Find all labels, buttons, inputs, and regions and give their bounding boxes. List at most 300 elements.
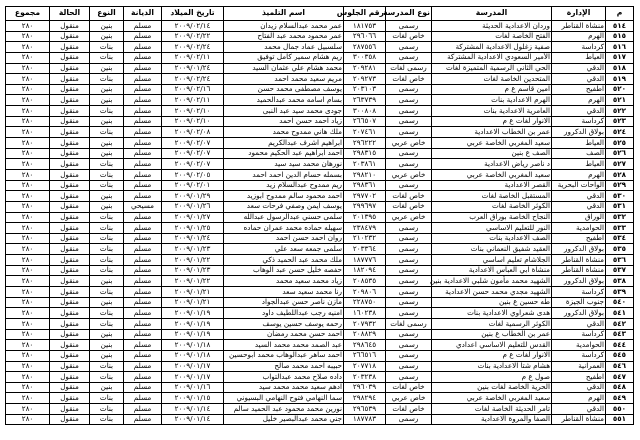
cell-status: منقول	[50, 31, 90, 42]
cell-student-name: عبد الصمد محمد محمد السيد	[224, 340, 344, 351]
cell-student-name: رنا محمد سعيد سعد	[224, 287, 344, 298]
cell-index: ٥٥٠	[606, 404, 634, 415]
cell-status: منقول	[50, 191, 90, 202]
cell-religion: مسلم	[124, 74, 162, 85]
cell-seat-number: ٣٠٠٣٥٨	[344, 52, 386, 63]
cell-gender: بنات	[90, 169, 124, 180]
cell-student-name: عمر محمود محمد عبد الفتاح	[224, 31, 344, 42]
cell-religion: مسلم	[124, 350, 162, 361]
cell-birth-date: ٢٠٠٩/٠١/١٦	[162, 382, 224, 393]
cell-birth-date: ٢٠٠٩/٠٢/١١	[162, 95, 224, 106]
cell-school: العامرية الاعدادية بنات	[432, 106, 552, 117]
cell-seat-number: ٢٠٣٨٦١	[344, 159, 386, 170]
cell-gender: بنات	[90, 414, 124, 425]
cell-status: منقول	[50, 201, 90, 212]
cell-religion: مسلم	[124, 255, 162, 266]
cell-birth-date: ٢٠٠٩/٠٢/١٠	[162, 116, 224, 127]
header-student-name: اسم التلميذ	[224, 7, 344, 21]
cell-administration: الحوامدية	[552, 340, 606, 351]
cell-status: منقول	[50, 138, 90, 149]
cell-seat-number: ٢٦٦٥١٦	[344, 350, 386, 361]
cell-school: الأمير السعودي الاعدادية المشتركة	[432, 52, 552, 63]
cell-total: ٢٨٠	[6, 201, 50, 212]
cell-gender: بنات	[90, 42, 124, 53]
cell-seat-number: ١٨٢٠٩٤	[344, 265, 386, 276]
cell-religion: مسلم	[124, 138, 162, 149]
cell-religion: مسلم	[124, 393, 162, 404]
cell-administration: كرداسة	[552, 350, 606, 361]
cell-birth-date: ٢٠٠٩/٠١/١٧	[162, 372, 224, 383]
cell-status: منقول	[50, 350, 90, 361]
cell-total: ٢٨٠	[6, 276, 50, 287]
cell-index: ٥٢٧	[606, 159, 634, 170]
cell-school: صول ع م	[432, 372, 552, 383]
cell-seat-number: ٢٠٩٢٧٣	[344, 74, 386, 85]
cell-student-name: سلمى جمعه سعد علي	[224, 244, 344, 255]
cell-school: الحرية الخاصة لغات بنين	[432, 382, 552, 393]
table-row	[6, 148, 634, 159]
cell-birth-date: ٢٠٠٩/٠١/٢٤	[162, 63, 224, 74]
cell-student-name: جودى محمد سيد عبد النبى	[224, 106, 344, 117]
cell-status: منقول	[50, 244, 90, 255]
cell-gender: بنات	[90, 244, 124, 255]
table-row	[6, 127, 634, 138]
cell-gender: بنين	[90, 31, 124, 42]
cell-student-name: نورهان محمد سيد سيد	[224, 159, 344, 170]
cell-total: ٢٨٠	[6, 265, 50, 276]
cell-religion: مسلم	[124, 382, 162, 393]
cell-school-type: رسمى	[386, 42, 432, 53]
cell-index: ٥٣٠	[606, 191, 634, 202]
cell-index: ٥١٤	[606, 21, 634, 32]
cell-status: منقول	[50, 21, 90, 32]
cell-index: ٥٤١	[606, 308, 634, 319]
cell-total: ٢٨٠	[6, 63, 50, 74]
cell-total: ٢٨٠	[6, 84, 50, 95]
cell-seat-number: ٢٩٨٣١٥	[344, 148, 386, 159]
cell-index: ٥٤٣	[606, 329, 634, 340]
cell-student-name: احمد ابراهيم عبد الحكيم محمود	[224, 148, 344, 159]
cell-total: ٢٨٠	[6, 95, 50, 106]
cell-religion: مسلم	[124, 159, 162, 170]
cell-birth-date: ٢٠٠٩/٠٢/٠٧	[162, 148, 224, 159]
table-row	[6, 201, 634, 212]
cell-gender: بنين	[90, 382, 124, 393]
cell-status: منقول	[50, 116, 90, 127]
cell-school-type: خاص عربي	[386, 138, 432, 149]
table-row	[6, 318, 634, 329]
table-row	[6, 159, 634, 170]
cell-gender: بنين	[90, 329, 124, 340]
cell-status: منقول	[50, 318, 90, 329]
cell-status: منقول	[50, 52, 90, 63]
table-row	[6, 106, 634, 117]
cell-index: ٥٢٥	[606, 138, 634, 149]
cell-gender: بنات	[90, 287, 124, 298]
cell-birth-date: ٢٠٠٩/٠٢/٠١	[162, 180, 224, 191]
table-row	[6, 223, 634, 234]
cell-administration: الهرم	[552, 31, 606, 42]
cell-school-type: رسمى	[386, 180, 432, 191]
cell-seat-number: ٢٩٦٠٦٦	[344, 31, 386, 42]
header-seat-number: رقم الجلوس	[344, 7, 386, 21]
cell-status: منقول	[50, 297, 90, 308]
cell-seat-number: ٢٩٦٢٢٢	[344, 138, 386, 149]
cell-school-type: رسمى	[386, 116, 432, 127]
cell-religion: مسلم	[124, 212, 162, 223]
cell-school-type: رسمى	[386, 340, 432, 351]
cell-index: ٥٢٣	[606, 116, 634, 127]
cell-religion: مسلم	[124, 297, 162, 308]
cell-student-name: امنيه رجب عبداللطيف داود	[224, 308, 344, 319]
cell-school: الصف ع بنين	[432, 148, 552, 159]
cell-school-type: خاص عربي	[386, 393, 432, 404]
table-body	[6, 21, 634, 425]
cell-seat-number: ٢٠٩٨٠٦	[344, 287, 386, 298]
cell-status: منقول	[50, 233, 90, 244]
cell-religion: مسلم	[124, 233, 162, 244]
cell-administration: العمرانية	[552, 361, 606, 372]
cell-birth-date: ٢٠٠٩/٠١/٢١	[162, 287, 224, 298]
cell-student-name: روان احمد حسن احمد	[224, 233, 344, 244]
cell-birth-date: ٢٠٠٩/٠١/٢٥	[162, 223, 224, 234]
cell-status: منقول	[50, 287, 90, 298]
cell-total: ٢٨٠	[6, 212, 50, 223]
cell-religion: مسلم	[124, 116, 162, 127]
cell-school: القصر الاعدادية	[432, 180, 552, 191]
cell-total: ٢٨٠	[6, 116, 50, 127]
cell-total: ٢٨٠	[6, 21, 50, 32]
header-status: الحالة	[50, 7, 90, 21]
cell-total: ٢٨٠	[6, 287, 50, 298]
cell-administration: العياط	[552, 138, 606, 149]
cell-seat-number: ٢٠٨٥٣٥	[344, 276, 386, 287]
table-row	[6, 138, 634, 149]
cell-index: ٥٤٨	[606, 382, 634, 393]
cell-seat-number: ٢٠١٣٩٥	[344, 212, 386, 223]
header-school-type: نوع المدرسة	[386, 7, 432, 21]
cell-school-type: رسمى لغات	[386, 63, 432, 74]
cell-school-type: رسمى	[386, 287, 432, 298]
cell-status: منقول	[50, 84, 90, 95]
cell-school-type: رسمى	[386, 372, 432, 383]
cell-total: ٢٨٠	[6, 318, 50, 329]
cell-school: د ناصر رياض الاعدادية	[432, 159, 552, 170]
cell-birth-date: ٢٠٠٩/٠١/٢٤	[162, 233, 224, 244]
cell-student-name: سلمى حسني عبدالرسول عبدالله	[224, 212, 344, 223]
cell-school: الشهيد محمد مأمون شلبي الاعدادية بنين	[429, 275, 550, 285]
cell-administration: بولاق الدكرور	[552, 127, 606, 138]
cell-gender: بنات	[90, 393, 124, 404]
cell-student-name: احمد محمود سالم ممدوح ابوزيد	[224, 191, 344, 202]
cell-religion: مسلم	[124, 414, 162, 425]
cell-school-type: رسمى	[386, 223, 432, 234]
cell-seat-number: ٢٩٨٦٤٥	[344, 340, 386, 351]
cell-birth-date: ٢٠٠٩/٠١/٢٦	[162, 201, 224, 212]
cell-school: الانوار لغات ع م	[432, 116, 552, 127]
cell-administration: كرداسة	[552, 329, 606, 340]
cell-birth-date: ٢٠٠٩/٠٢/٠٥	[162, 169, 224, 180]
cell-birth-date: ٢٠٠٩/٠١/٢١	[162, 297, 224, 308]
cell-religion: مسلم	[124, 244, 162, 255]
cell-seat-number: ٣٠٠٨٠٨	[344, 106, 386, 117]
cell-seat-number: ١٦٠٢٣٨	[344, 308, 386, 319]
cell-birth-date: ٢٠٠٩/٠٢/١٠	[162, 106, 224, 117]
cell-student-name: زياد احمد حسن احمد	[224, 116, 344, 127]
cell-student-name: حفصه خليل حسن عبد الوهاب	[224, 265, 344, 276]
cell-administration: الهرم	[552, 95, 606, 106]
cell-seat-number: ٢١٠٢٣٢	[344, 233, 386, 244]
cell-status: منقول	[50, 372, 90, 383]
cell-administration: الهرم	[552, 169, 606, 180]
cell-seat-number: ٢٠٧٤٦١	[344, 127, 386, 138]
cell-gender: بنات	[90, 361, 124, 372]
table-row	[6, 297, 634, 308]
table-row	[6, 350, 634, 361]
cell-school: سعيد المغربي الخاصة عربي	[432, 169, 552, 180]
cell-religion: مسلم	[124, 106, 162, 117]
cell-school-type: رسمى	[386, 106, 432, 117]
cell-administration: كرداسة	[552, 42, 606, 53]
cell-total: ٢٨٠	[6, 340, 50, 351]
cell-administration: اطفيح	[552, 84, 606, 95]
cell-gender: بنات	[90, 318, 124, 329]
cell-student-name: احمد ساهر عبدالوهاب محمد ابوحسين	[224, 350, 344, 361]
cell-birth-date: ٢٠٠٩/٠٢/٢٤	[162, 74, 224, 85]
cell-total: ٢٨٠	[6, 42, 50, 53]
cell-birth-date: ٢٠٠٩/٠٢/٠٨	[162, 127, 224, 138]
cell-religion: مسلم	[124, 404, 162, 415]
cell-birth-date: ٢٠٠٩/٠١/٢٢	[162, 255, 224, 266]
cell-gender: بنين	[90, 276, 124, 287]
cell-religion: مسلم	[124, 265, 162, 276]
cell-status: منقول	[50, 329, 90, 340]
cell-status: منقول	[50, 42, 90, 53]
cell-total: ٢٨٠	[6, 74, 50, 85]
cell-index: ٥٣٢	[606, 212, 634, 223]
cell-administration: جنوب الجيزة	[552, 297, 606, 308]
results-sheet	[6, 6, 634, 425]
cell-total: ٢٨٠	[6, 148, 50, 159]
cell-school-type: رسمى	[386, 276, 432, 287]
cell-school: هدى شعراوي الاعدادية بنات	[432, 308, 552, 319]
cell-student-name: ادهم سعيد محمد محمد سيد	[224, 382, 344, 393]
cell-status: منقول	[50, 74, 90, 85]
cell-school: الهرم الاعدادية بنات	[432, 95, 552, 106]
cell-index: ٥٢١	[606, 95, 634, 106]
cell-administration: منشاة القناطر	[552, 265, 606, 276]
cell-administration: الدقي	[552, 201, 606, 212]
cell-gender: بنات	[90, 223, 124, 234]
cell-school: الشهيد مجدي محمد حسن الاعدادية	[432, 287, 552, 298]
cell-school-type: خاص لغات	[386, 404, 432, 415]
header-gender: النوع	[90, 7, 124, 21]
cell-school: صفية زغلول الاعدادية المشتركة	[432, 42, 552, 53]
cell-gender: بنات	[90, 233, 124, 244]
cell-religion: مسلم	[124, 31, 162, 42]
cell-administration: منشاة القناطر	[552, 255, 606, 266]
table-row	[6, 116, 634, 127]
cell-religion: مسلم	[124, 95, 162, 106]
cell-school: عمر بن الخطاب الاعدادية	[432, 127, 552, 138]
cell-religion: مسلم	[124, 148, 162, 159]
cell-index: ٥١٨	[606, 63, 634, 74]
cell-administration: الدقي	[552, 106, 606, 117]
cell-gender: بنات	[90, 212, 124, 223]
cell-administration: بولاق الدكرور	[552, 308, 606, 319]
cell-total: ٢٨٠	[6, 106, 50, 117]
cell-total: ٢٨٠	[6, 393, 50, 404]
cell-gender: بنين	[90, 340, 124, 351]
cell-school-type: خاص لغات	[386, 74, 432, 85]
cell-seat-number: ٢٩٦٠٣٩	[344, 382, 386, 393]
cell-administration: كرداسة	[552, 116, 606, 127]
cell-school: هشام شتا الاعدادية بنات	[432, 361, 552, 372]
cell-gender: بنين	[90, 95, 124, 106]
cell-birth-date: ٢٠٠٩/٠٢/١٤	[162, 21, 224, 32]
cell-religion: مسلم	[124, 52, 162, 63]
cell-status: منقول	[50, 340, 90, 351]
cell-school: الفتح الخاصة لغات	[432, 31, 552, 42]
table-row	[6, 52, 634, 63]
cell-index: ٥١٦	[606, 42, 634, 53]
cell-administration: الصف	[552, 148, 606, 159]
cell-school-type: خاص لغات	[386, 201, 432, 212]
cell-seat-number: ٢٦٦٥٠٧	[344, 116, 386, 127]
cell-seat-number: ٢٢٨٧٥٠	[344, 297, 386, 308]
cell-birth-date: ٢٠٠٩/٠٢/٢٤	[162, 42, 224, 53]
cell-student-name: ريم ممدوح عبدالسلام زيد	[224, 180, 344, 191]
cell-school: سعيد المغربي الخاصة عربي	[432, 138, 552, 149]
cell-administration: كرداسة	[552, 287, 606, 298]
table-row	[6, 287, 634, 298]
cell-school-type: رسمى	[386, 329, 432, 340]
cell-student-name: داده صلاح محمد عبدالتواب	[224, 372, 344, 383]
cell-index: ٥٣١	[606, 201, 634, 212]
cell-index: ٥٤٠	[606, 297, 634, 308]
cell-school-type: رسمى	[386, 265, 432, 276]
cell-school: امين قاسم ع م	[432, 84, 552, 95]
cell-gender: بنين	[90, 138, 124, 149]
cell-status: منقول	[50, 308, 90, 319]
cell-school-type: رسمى	[386, 244, 432, 255]
cell-seat-number: ١٨٧٧٧٦	[344, 255, 386, 266]
cell-total: ٢٨٠	[6, 52, 50, 63]
cell-status: منقول	[50, 265, 90, 276]
cell-gender: بنات	[90, 52, 124, 63]
cell-school: العقيد شفيق النعماني بنات	[432, 244, 552, 255]
cell-religion: مسيحي	[124, 201, 162, 212]
cell-school-type: رسمى	[386, 52, 432, 63]
cell-status: منقول	[50, 169, 90, 180]
cell-school-type: رسمى	[386, 308, 432, 319]
cell-birth-date: ٢٠٠٩/٠٢/١٦	[162, 84, 224, 95]
cell-student-name: ريم هشام سمير كامل توفيق	[224, 52, 344, 63]
cell-index: ٥٢٨	[606, 169, 634, 180]
cell-status: منقول	[50, 393, 90, 404]
cell-index: ٥٤٢	[606, 318, 634, 329]
cell-index: ٥٣٥	[606, 244, 634, 255]
cell-status: منقول	[50, 223, 90, 234]
cell-birth-date: ٢٠٠٩/٠١/٢٩	[162, 191, 224, 202]
table-row	[6, 265, 634, 276]
cell-school: الانوار لغات ع م	[432, 350, 552, 361]
cell-religion: مسلم	[124, 42, 162, 53]
cell-gender: بنين	[90, 116, 124, 127]
cell-gender: بنات	[90, 265, 124, 276]
cell-total: ٢٨٠	[6, 223, 50, 234]
cell-student-name: ملك هاني ممدوح محمد	[224, 127, 344, 138]
cell-administration: الدقي	[552, 318, 606, 329]
cell-total: ٢٨٠	[6, 361, 50, 372]
cell-gender: بنات	[90, 74, 124, 85]
cell-school: الحي الثاني الرسمية المتميزة لغات	[432, 63, 552, 74]
cell-seat-number: ٢٠٣٣٦٤	[344, 244, 386, 255]
cell-religion: مسلم	[124, 308, 162, 319]
table-row	[6, 255, 634, 266]
cell-total: ٢٨٠	[6, 308, 50, 319]
cell-index: ٥٤٥	[606, 350, 634, 361]
cell-religion: مسلم	[124, 223, 162, 234]
cell-religion: مسلم	[124, 127, 162, 138]
cell-seat-number: ١٨٧٧٨٣	[344, 414, 386, 425]
cell-student-name: يوسف ايمن وصفي فرحات سعد	[224, 201, 344, 212]
cell-religion: مسلم	[124, 180, 162, 191]
table-row	[6, 414, 634, 425]
table-row	[6, 404, 634, 415]
cell-gender: بنين	[90, 21, 124, 32]
cell-total: ٢٨٠	[6, 31, 50, 42]
cell-birth-date: ٢٠٠٩/٠١/١٧	[162, 361, 224, 372]
cell-administration: بولاق الدكرور	[552, 244, 606, 255]
cell-index: ٥٣٨	[606, 276, 634, 287]
cell-seat-number: ١٨١٧٥٣	[344, 21, 386, 32]
cell-school-type: رسمى	[386, 255, 432, 266]
cell-total: ٢٨٠	[6, 404, 50, 415]
cell-administration: الدقي	[552, 191, 606, 202]
cell-administration: العياط	[552, 52, 606, 63]
table-row	[6, 74, 634, 85]
cell-seat-number: ٢٩٨٣٦١	[344, 180, 386, 191]
cell-seat-number: ٢٠٩٢٨١	[344, 63, 386, 74]
cell-birth-date: ٢٠٠٩/٠٢/٢٢	[162, 31, 224, 42]
cell-seat-number: ٢٩٩٦٩٧	[344, 201, 386, 212]
cell-school-type: رسمى	[386, 21, 432, 32]
cell-index: ٥٤٩	[606, 393, 634, 404]
cell-school-type: رسمى	[386, 95, 432, 106]
cell-school: وردان الاعدادية الحديثة	[432, 21, 552, 32]
cell-student-name: رحمه يوسف حسين يوسف	[224, 318, 344, 329]
cell-total: ٢٨٠	[6, 297, 50, 308]
cell-student-name: جني محمد عبدالبصير خليل	[224, 414, 344, 425]
table-row	[6, 276, 634, 287]
cell-school: الكوثر الرسمية لغات	[432, 318, 552, 329]
cell-student-name: بسام اسامه محمد عبدالحميد	[224, 95, 344, 106]
cell-status: منقول	[50, 148, 90, 159]
table-row	[6, 382, 634, 393]
cell-student-name: حبيبه احمد محمد صالح	[224, 361, 344, 372]
cell-administration: الدقي	[552, 404, 606, 415]
cell-total: ٢٨٠	[6, 382, 50, 393]
cell-birth-date: ٢٠٠٩/٠١/١٨	[162, 340, 224, 351]
cell-religion: مسلم	[124, 287, 162, 298]
cell-seat-number: ٢٩٦٥٣٩	[344, 404, 386, 415]
cell-index: ٥٤٤	[606, 340, 634, 351]
cell-status: منقول	[50, 159, 90, 170]
cell-index: ٥٥١	[606, 414, 634, 425]
cell-school-type: رسمى	[386, 414, 432, 425]
cell-administration: الدقي	[552, 74, 606, 85]
